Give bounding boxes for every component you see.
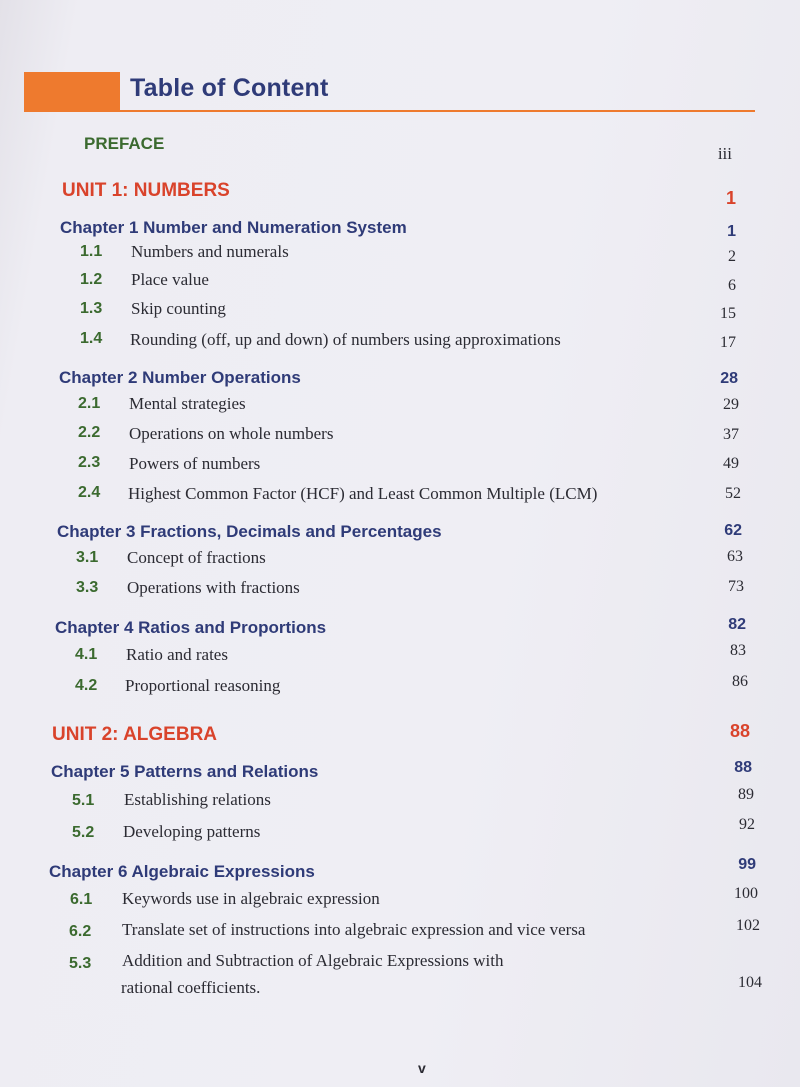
- chapter-4-page: 82: [728, 616, 746, 633]
- header-rule: [120, 110, 755, 112]
- chapter-5-heading: Chapter 5 Patterns and Relations: [51, 762, 319, 781]
- preface-page: iii: [717, 144, 732, 163]
- section-number: 5.1: [72, 792, 95, 809]
- chapter-3-page: 62: [724, 522, 742, 539]
- section-page: 104: [738, 974, 762, 991]
- section-number: 5.2: [72, 824, 95, 841]
- section-title-continued: rational coefficients.: [121, 978, 261, 997]
- section-title: Mental strategies: [129, 394, 246, 413]
- chapter-6-page: 99: [738, 856, 756, 873]
- chapter-1-page: 1: [727, 223, 736, 240]
- section-number: 3.3: [76, 579, 99, 596]
- page-number: v: [418, 1060, 426, 1076]
- chapter-2-heading: Chapter 2 Number Operations: [59, 368, 301, 387]
- header-accent-band: [24, 72, 120, 112]
- preface-label: PREFACE: [84, 134, 165, 153]
- section-title: Proportional reasoning: [125, 676, 281, 695]
- section-title: Concept of fractions: [127, 548, 266, 567]
- section-page: 15: [720, 305, 736, 322]
- section-page: 92: [739, 816, 755, 833]
- section-title: Keywords use in algebraic expression: [122, 889, 380, 908]
- section-number: 4.1: [75, 646, 98, 663]
- section-title: Rounding (off, up and down) of numbers using approximations: [130, 330, 561, 349]
- section-title: Highest Common Factor (HCF) and Least Common Multiple (LCM): [128, 484, 598, 503]
- section-number: 5.3: [69, 955, 92, 972]
- section-title: Numbers and numerals: [131, 242, 289, 261]
- section-number: 1.2: [80, 271, 103, 288]
- section-page: 73: [728, 578, 744, 595]
- unit-1-page: 1: [725, 188, 736, 208]
- section-number: 6.2: [69, 923, 92, 940]
- section-page: 2: [728, 248, 736, 265]
- section-number: 6.1: [70, 891, 93, 908]
- section-title: Place value: [131, 270, 209, 289]
- chapter-3-heading: Chapter 3 Fractions, Decimals and Percentages: [57, 522, 442, 541]
- section-number: 2.4: [78, 484, 101, 501]
- section-page: 49: [723, 455, 739, 472]
- section-number: 3.1: [76, 549, 99, 566]
- chapter-4-heading: Chapter 4 Ratios and Proportions: [55, 618, 327, 637]
- section-page: 37: [723, 426, 739, 443]
- section-page: 6: [728, 277, 736, 294]
- section-title: Powers of numbers: [129, 454, 261, 473]
- page-title: Table of Content: [130, 74, 329, 102]
- section-title: Skip counting: [131, 299, 226, 318]
- section-page: 86: [732, 673, 748, 690]
- section-title: Operations with fractions: [127, 578, 300, 597]
- section-number: 1.1: [80, 243, 103, 260]
- section-page: 29: [723, 396, 739, 413]
- unit-1-heading: UNIT 1: NUMBERS: [62, 180, 230, 201]
- section-number: 2.1: [78, 395, 101, 412]
- chapter-6-heading: Chapter 6 Algebraic Expressions: [49, 862, 315, 881]
- section-page: 100: [734, 885, 758, 902]
- section-number: 2.2: [78, 424, 101, 441]
- section-title: Operations on whole numbers: [129, 424, 334, 443]
- chapter-1-heading: Chapter 1 Number and Numeration System: [60, 218, 407, 237]
- section-page: 52: [725, 485, 741, 502]
- unit-2-heading: UNIT 2: ALGEBRA: [52, 724, 218, 745]
- unit-2-page: 88: [729, 721, 750, 741]
- section-page: 89: [738, 786, 754, 803]
- section-title: Translate set of instructions into algebraic expression and vice versa: [122, 920, 586, 939]
- section-number: 4.2: [75, 677, 98, 694]
- section-title: Ratio and rates: [126, 645, 228, 664]
- section-title: Addition and Subtraction of Algebraic Expressions with: [122, 951, 504, 970]
- section-title: Developing patterns: [123, 822, 261, 841]
- section-number: 2.3: [78, 454, 101, 471]
- section-page: 17: [720, 334, 736, 351]
- section-page: 102: [736, 917, 760, 934]
- section-page: 83: [730, 642, 746, 659]
- chapter-2-page: 28: [720, 370, 738, 387]
- section-title: Establishing relations: [124, 790, 271, 809]
- section-page: 63: [727, 548, 743, 565]
- section-number: 1.4: [80, 330, 103, 347]
- chapter-5-page: 88: [734, 759, 752, 776]
- section-number: 1.3: [80, 300, 103, 317]
